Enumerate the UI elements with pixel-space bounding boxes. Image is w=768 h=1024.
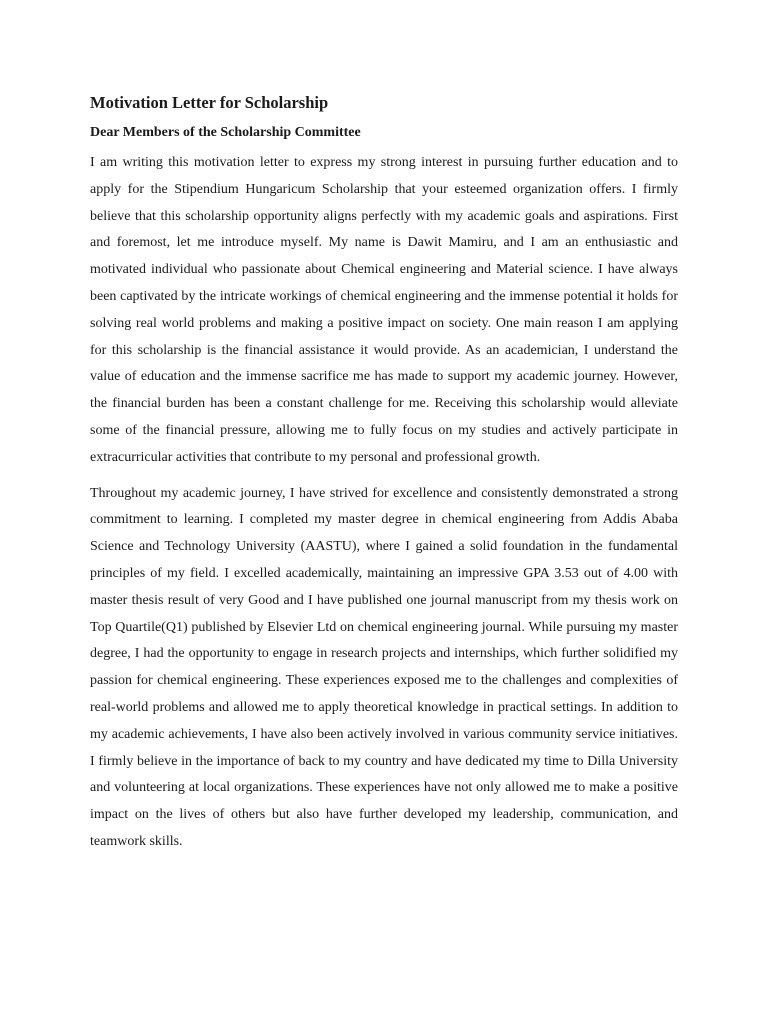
paragraph-introduction: I am writing this motivation letter to express my strong interest in pursuing further education and to apply for the Stipendium Hungaricum Scholarship that your esteemed organization offers. I firmly believe that this scholarship opportunity aligns perfectly with my academic goals and aspirations. First and foremost, let me introduce myself. My name is Dawit Mamiru, and I am an enthusiastic and motivated individual who passionate about Chemical engineering and Material science. I have always been captivated by the intricate workings of chemical engineering and the immense potential it holds for solving real world problems and making a positive impact on society. One main reason I am applying for this scholarship is the financial assistance it would provide. As an academician, I understand the value of education and the immense sacrifice me has made to support my academic journey. However, the financial burden has been a constant challenge for me. Receiving this scholarship would alleviate some of the financial pressure, allowing me to fully focus on my studies and actively participate in extracurricular activities that contribute to my personal and professional growth. (90, 155, 678, 465)
salutation: Dear Members of the Scholarship Committee (90, 125, 361, 140)
paragraph-academic-journey: Throughout my academic journey, I have strived for excellence and consistently demonstrated a strong commitment to learning. I completed my master degree in chemical engineering from Addis Ababa Science and Technology University (AASTU), where I gained a solid foundation in the fundamental principles of my field. I excelled academically, maintaining an impressive GPA 3.53 out of 4.00 with master thesis result of very Good and I have published one journal manuscript from my thesis work on Top Quartile(Q1) published by Elsevier Ltd on chemical engineering journal. While pursuing my master degree, I had the opportunity to engage in research projects and internships, which further solidified my passion for chemical engineering. These experiences exposed me to the challenges and complexities of real-world problems and allowed me to apply theoretical knowledge in practical settings. In addition to my academic achievements, I have also been actively involved in various community service initiatives. I firmly believe in the importance of back to my country and have dedicated my time to Dilla University and volunteering at local organizations. These experiences have not only allowed me to make a positive impact on the lives of others but also have further developed my leadership, communication, and teamwork skills. (90, 485, 678, 849)
document-page (90, 92, 678, 856)
document-title: Motivation Letter for Scholarship (90, 93, 329, 112)
